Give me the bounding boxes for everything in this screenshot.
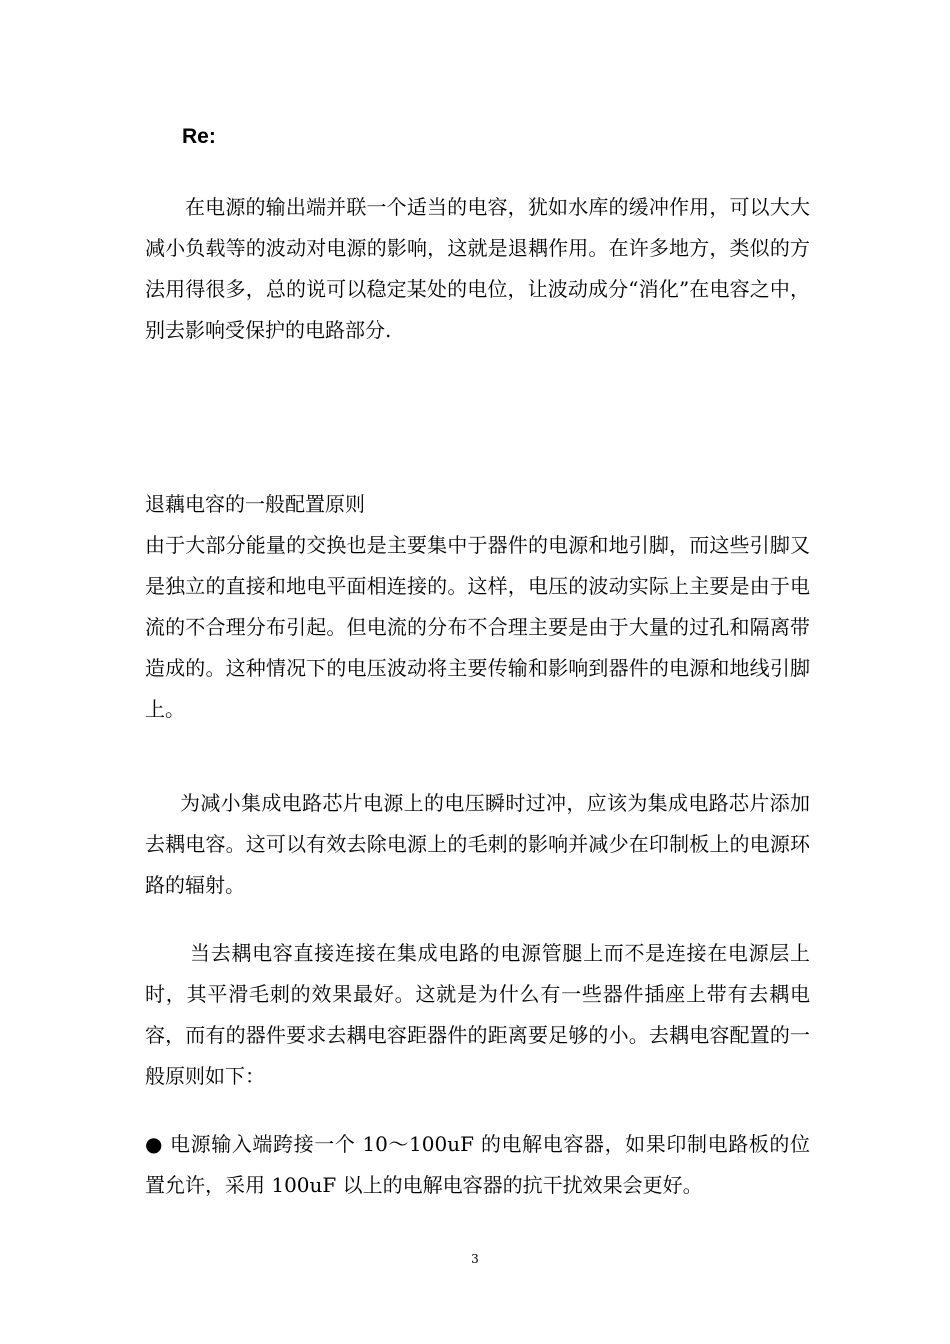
page-number: 3: [471, 1252, 479, 1266]
section-title: 退藕电容的一般配置原则: [145, 492, 365, 516]
paragraph-add-decoupling: 为减小集成电路芯片电源上的电压瞬时过冲，应该为集成电路芯片添加去耦电容。这可以有效去除电源上的毛刺的影响并减少在印制板上的电源环路的辐射。: [145, 791, 810, 897]
paragraph-placement: 当去耦电容直接连接在集成电路的电源管腿上而不是连接在电源层上时，其平滑毛刺的效果最好。这就是为什么有一些器件插座上带有去耦电容，而有的器件要求去耦电容距器件的距离要足够的小。去耦电容配置的一般原则如下：: [145, 941, 810, 1088]
bullet-item-electrolytic: ● 电源输入端跨接一个 10～100uF 的电解电容器，如果印制电路板的位置允许，采用 100uF 以上的电解电容器的抗干扰效果会更好。: [145, 1132, 810, 1197]
heading-re: Re:: [182, 125, 216, 148]
intro-paragraph: 在电源的输出端并联一个适当的电容，犹如水库的缓冲作用，可以大大减小负载等的波动对电源的影响，这就是退耦作用。在许多地方，类似的方法用得很多，总的说可以稳定某处的电位，让波动成分“消化”在电容之中，别去影响受保护的电路部分.: [145, 195, 810, 342]
paragraph-energy-exchange: 由于大部分能量的交换也是主要集中于器件的电源和地引脚，而这些引脚又是独立的直接和地电平面相连接的。这样，电压的波动实际上主要是由于电流的不合理分布引起。但电流的分布不合理主要是由于大量的过孔和隔离带造成的。这种情况下的电压波动将主要传输和影响到器件的电源和地线引脚上。: [145, 533, 810, 721]
